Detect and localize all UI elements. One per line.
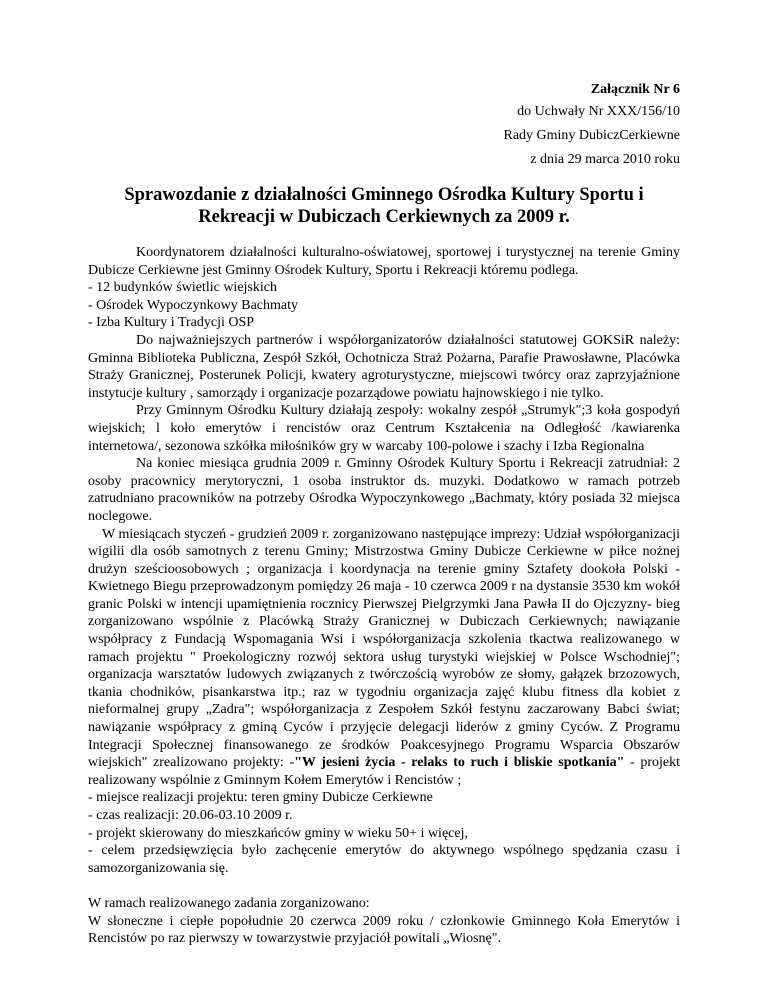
document-page (88, 80, 680, 948)
list-item: - miejsce realizacji projektu: teren gminy Dubicze Cerkiewne (88, 790, 433, 806)
annex-number: Załącznik Nr 6 (590, 82, 680, 97)
blank-line (88, 877, 680, 895)
title-line-1: Sprawozdanie z działalności Gminnego Ośrodka Kultury Sportu i (124, 185, 644, 205)
paragraph-intro: Koordynatorem działalności kulturalno-oświatowej, sportowej i turystycznej na terenie Gminy Dubicze Cerkiewne jest Gminny Ośrodek Kultury, Sportu i Rekreacji któremu podlega. (88, 245, 680, 278)
annex-resolution: do Uchwały Nr XXX/156/10 (517, 104, 680, 119)
paragraph-events (88, 526, 680, 790)
events-tail: - projekt realizowany wspólnie z Gminnym Kołem Emerytów i Rencistów ; (88, 755, 680, 788)
list-item: - Izba Kultury i Tradycji OSP (88, 315, 255, 331)
list-item: - czas realizacji: 20.06-03.10 2009 r. (88, 808, 293, 823)
paragraph-partners: Do najważniejszych partnerów i współorganizatorów działalności statutowej GOKSiR należy: Gminna Biblioteka Publiczna, Zespół Szkół, Ochotnicza Straż Pożarna, Parafie Prawosławne, Placówka Straży Granicznej, Posterunek Policji, kwatery agroturystyczne, miejscowi twórcy oraz zaprzyjaźnione instytucje kultury , samorządy i organizacje pozarządowe powiatu hajnowskiego i nie tylko. (88, 332, 680, 401)
list-item: - 12 budynków świetlic wiejskich (88, 280, 277, 296)
list-item: - projekt skierowany do mieszkańców gminy w wieku 50+ i więcej, (88, 825, 468, 841)
annex-council: Rady Gminy DubiczCerkiewne (503, 128, 680, 143)
paragraph-staff: Na koniec miesiąca grudnia 2009 r. Gminny Ośrodek Kultury Sportu i Rekreacji zatrudniał: 2 osoby pracownicy merytoryczni, 1 osoba instruktor ds. muzyki. Dodatkowo w ramach potrzeb zatrudniano pracowników na potrzeby Ośrodka Wypoczynkowego „Bachmaty, który posiada 32 miejsca noclegowe. (88, 456, 680, 524)
project-title: "W jesieni życia - relaks to ruch i bliskie spotkania" (294, 755, 625, 771)
events-text: W miesiącach styczeń - grudzień 2009 r. zorganizowano następujące imprezy: Udział współorganizacji wigilii dla osób samotnych z terenu Gminy; Mistrzostwa Gminy Dubicze Cerkiewne w piłce nożnej drużyn sześcioosobowych ; organizacja i koordynacja na terenie gminy Sztafety dookoła Polski - Kwietnego Biegu przeprowadzonym pomiędzy 26 maja - 10 czerwca 2009 r na dystansie 3530 km wokół granic Polski w intencji upamiętnienia rocznicy Pierwszej Pielgrzymki Jana Pawła II do Ojczyzny- bieg zorganizowano wspólnie z Placówką Straży Granicznej w Dubiczach Cerkiewnych; nawiązanie współpracy z Fundacją Wspomagania Wsi i współorganizacja szkolenia tkactwa realizowanego w ramach projektu " Proekologiczny rozwój sektora usług turystyki wiejskiej w Polsce Wschodniej"; organizacja warsztatów ludowych związanych z twórczością wyrobów ze słomy, gałązek brzozowych, tkania chodników, pisankarstwa itp.; raz w tygodniu organizacja zajęć klubu fitness dla kobiet z nieformalnej grupy „Zadra"; współorganizacja z Zespołem Szkół festynu zaczarowany Babci świat; nawiązanie współpracy z gminą Cyców i przyjęcie delegacji liderów z gminy Cyców. Z Programu Integracji Społecznej finansowanego ze środków Poakcesyjnego Programu Wsparcia Obszarów wiejskich" zrealizowano projekty: - (88, 526, 680, 771)
list-item: - Ośrodek Wypoczynkowy Bachmaty (88, 297, 299, 313)
paragraph-groups: Przy Gminnym Ośrodku Kultury działają zespoły: wokalny zespół „Strumyk";3 koła gospodyń wiejskich; l koło emerytów i rencistów oraz Centrum Kształcenia na Odległość /kawiarenka internetowa/, sezonowa szkółka miłośników gry w warcaby 100-polowe i szachy i Izba Regionalna (88, 403, 680, 454)
paragraph-organized: W ramach realizowanego zadania zorganizowano: (88, 895, 370, 911)
paragraph-goal: - celem przedsięwzięcia było zachęcenie emerytów do aktywnego wspólnego spędzania czasu i samozorganizowania się. (88, 843, 680, 876)
annex-date: z dnia 29 marca 2010 roku (530, 152, 680, 167)
document-title (88, 184, 680, 228)
document-body (88, 244, 680, 948)
annex-header (88, 80, 680, 172)
title-line-2: Rekreacji w Dubiczach Cerkiewnych za 2009 r. (198, 207, 570, 227)
paragraph-spring: W słoneczne i ciepłe popołudnie 20 czerwca 2009 roku / członkowie Gminnego Koła Emerytów i Rencistów po raz pierwszy w towarzystwie przyjaciół powitali „Wiosnę". (88, 913, 680, 947)
